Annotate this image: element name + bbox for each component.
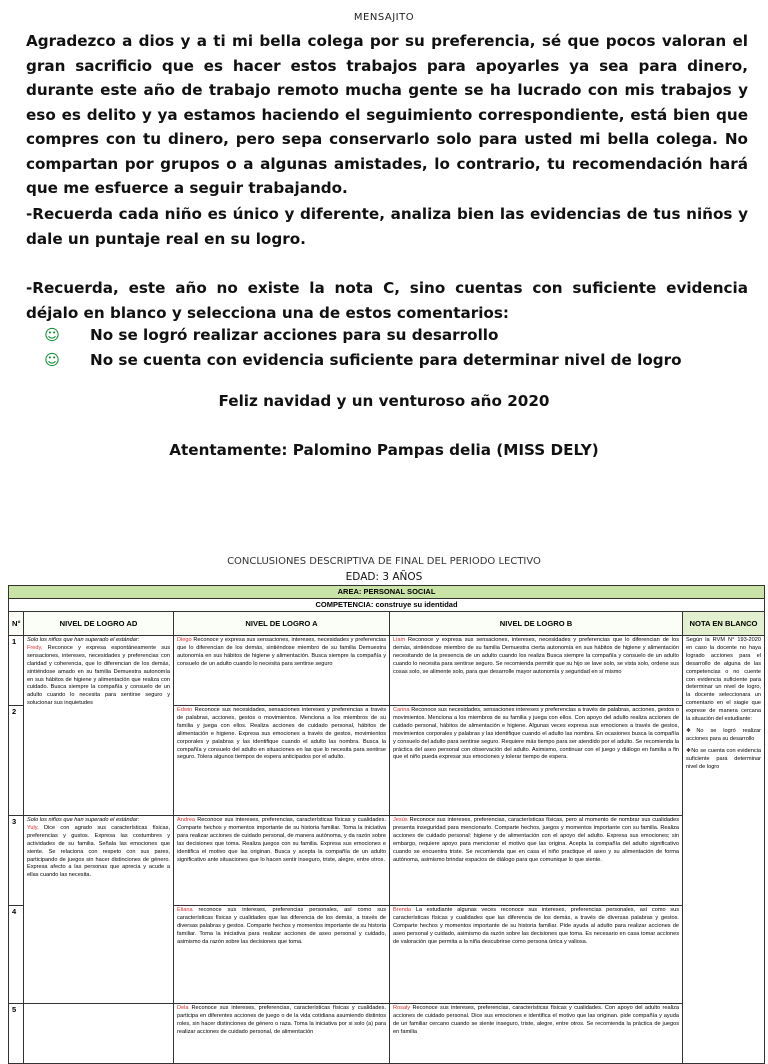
cell-a — [174, 816, 390, 906]
cell-text: Reconoce sus intereses, preferencias, características físicas, pero al momento de nombrar sus cualidades presenta inseguridad para mencionarlo. Comparte hechos, juegos y momentos importante con su familia. Realiza acciones de cuidado personal: higiene y de alimentación con el apoyo del adulto. Expresa sus emociones; sin embargo, requiere apoyo para mencionar el motivo que las origina. Acepta la compañía del adulto significativo cuando se encuentra triste. Se recomienda que en casa el niño practique el aseo y su alimentación de forma autónoma, asimismo brindar espacios de diálogo para que comunique lo que siente. — [393, 817, 679, 863]
cell-ad — [24, 1004, 174, 1064]
cell-a — [174, 1004, 390, 1064]
cell-a — [174, 706, 390, 816]
cell-b — [390, 1004, 683, 1064]
student-name: Jesús — [393, 817, 408, 823]
cell-text: Reconoce y expresa espontáneamente sus sensaciones, intereses, necesidades y preferencias con claridad y coherencia, que lo diferencian de los demás, sintiéndose amado en su familia Demuestra autonomía en sus hábitos de higiene y alimentación que realiza con cuidado. Busca siempre la compañía y consuelo de un adulto cuando lo necesita para sentirse seguro y solucionar sus inquietudes — [27, 644, 170, 707]
signature-line: Atentamente: Palomino Pampas delia (MISS DELY) — [169, 441, 599, 459]
student-name: Dela — [177, 1005, 189, 1011]
document-header: MENSAJITO — [353, 12, 415, 23]
ad-intro: Solo los niños que han superado el estándar: — [27, 817, 140, 823]
cell-a — [174, 636, 390, 706]
cell-text: Reconoce y expresa sus sensaciones, intereses, necesidades y preferencias que lo diferencian de los demás, sintiéndose miembro de su familia Demuestra cierta autonomía en sus hábitos de higiene y alimentación necesitando de la presencia de un adulto cuando los realiza Busca siempre la compañía y consuelo de un adulto cuando lo necesita para sentirse seguro. Se recomienda permitir que su hijo se lave solo, se vista solo, ordene sus cosas solo, se alimente solo, para que desarrolle mayor autonomía y seguridad en sí mismo — [393, 637, 679, 675]
cell-b — [390, 636, 683, 706]
header-a: NIVEL DE LOGRO A — [174, 612, 390, 636]
cell-text: Reconoce sus intereses, preferencias, características físicas y cualidades. participa en diferentes acciones de juego o de la vida cotidiana asumiendo distintos roles, sin hacer distinciones de género o raza. Toma la iniciativa por si solo (a) para realizar acciones de cuidado personal, de alimentación — [177, 1005, 386, 1035]
table-subtitle: EDAD: 3 AÑOS — [345, 571, 423, 583]
row-number: 1 — [9, 636, 24, 706]
row-number: 4 — [9, 906, 24, 1004]
cell-text: reconoce sus intereses, preferencias personales, así como sus características físicas y cualidades que las diferencia de los demás, a través de diversas palabras y gestos. Comparte hechos y momentos importante de su historia familiar. Toma la iniciativa para realizar acciones de aseo personal y cuidado, asimismo da razón sobre las decisiones que toma. — [177, 907, 386, 945]
cell-text: Reconoce sus necesidades, sensaciones intereses y preferencias a través de palabras, acciones, gestos o movimientos. Menciona a los miembros de su familia y juega con ellos. Realiza acciones de cuidado personal, hábitos de alimentación e higiene. Expresa sus emociones a través de gestos, movimientos corporales y palabras y las identifique cuando el adulto las nombra. Busca la compañía y consuelo del adulto en situaciones en las que lo necesita para sentirse seguro. Tolera algunos tiempos de espera anticipados por el adulto. — [177, 707, 386, 761]
cell-text: Reconoce sus intereses, preferencias, características físicas y cualidades. Comparte hechos y momentos importante de su historia familiar. Toma la iniciativa para realizar acciones de cuidado personal, de manera autónoma, y da razón sobre las decisiones que toma. Realiza juegos con su familia. Expresa sus emociones e identifica el motivo que las originan. Busca y acepta la compañía de un adulto significativo ante situaciones que lo hacen sentir inseguro, triste, alegre, entre otros. — [177, 817, 386, 863]
cell-ad — [24, 816, 174, 1004]
table-title: CONCLUSIONES DESCRIPTIVA DE FINAL DEL PERIODO LECTIVO — [227, 556, 541, 567]
cell-text: La estudiante algunas veces reconoce sus intereses, preferencias personales, así como sus características físicas y cualidades que las diferencia de los demás, a través de diversas palabras y gestos. Comparte hechos y momentos importante de su historia familiar. Pide ayuda al adulto para realizar acciones de aseo personal y cuidado, asimismo da razón sobre las decisiones que toma. Es necesario en casa tomar acciones de valoración que permita a la niña descubrirse como persona única y valiosa. — [393, 907, 679, 945]
row-number: 3 — [9, 816, 24, 906]
header-ad: NIVEL DE LOGRO AD — [24, 612, 174, 636]
student-name: Rosaly — [393, 1005, 411, 1011]
student-name: Yuly, — [27, 824, 39, 831]
cell-b — [390, 816, 683, 906]
header-num: N° — [9, 612, 24, 636]
letter-paragraph-2: -Recuerda cada niño es único y diferente, analiza bien las evidencias de tus niños y dale un puntaje real en su logro. — [26, 205, 748, 248]
student-name: Edwin — [177, 707, 193, 713]
letter-paragraph-1: Agradezco a dios y a ti mi bella colega por su preferencia, sé que pocos valoran el gran sacrificio que es hacer estos trabajos para apoyarles ya sea para dinero, durante este año de trabajo remoto mucha gente se ha lucrado con mis trabajos y eso es delito y ya estamos haciendo el seguimiento correspondiente, está bien que compres con tu dinero, pero sepa conservarlo solo para usted mi bella colega. No compartan por grupos o a algunas amistades, lo contrario, tu recomendación hará que me esfuerce a seguir trabajando. — [26, 32, 748, 197]
smiley-icon: ☺ — [44, 326, 60, 344]
header-nota: NOTA EN BLANCO — [683, 612, 765, 636]
area-label: AREA: PERSONAL SOCIAL — [9, 586, 765, 599]
comment-option-2 — [44, 351, 682, 369]
header-b: NIVEL DE LOGRO B — [390, 612, 683, 636]
table-row — [9, 816, 765, 906]
header-row — [9, 612, 765, 636]
cell-text: Reconoce sus necesidades, sensaciones intereses y preferencias a través de palabras, acciones, gestos o movimientos. Menciona a los miembros de su familia y juega con ellos. Con apoyo del adulto realiza acciones de cuidado personal, hábitos de alimentación e higiene. Algunas veces expresa sus emociones a través de gestos, movimientos corporales y palabras y las identifique cuando el adulto las nombra. En ocasiones busca la compañía y consuelo del adulto para sentirse seguro. Requiere más tiempo para ser atendido por el adulto. Se recomienda la práctica del aseo personal con observación del adulto. Asimismo, continuar con el juego y diálogo en familia a fin que el niño pueda expresar sus emociones y tolerar tiempo de espera. — [393, 707, 679, 761]
greeting-line: Feliz navidad y un venturoso año 2020 — [218, 392, 550, 410]
table-row — [9, 636, 765, 706]
student-name: Brenda — [393, 907, 412, 913]
cell-text: Reconoce y expresa sus sensaciones, intereses, necesidades y preferencias que lo diferencian de los demás, sintiéndose miembro de su familia Demuestra autonomía en sus hábitos de higiene y alimentación. Busca siempre la compañía y consuelo de un adulto cuando lo necesita para sentirse seguro — [177, 637, 386, 667]
table-row — [9, 1004, 765, 1064]
area-row — [9, 586, 765, 599]
conclusions-table — [8, 585, 765, 1064]
cell-b — [390, 906, 683, 1004]
smiley-icon: ☺ — [44, 351, 60, 369]
cell-ad — [24, 636, 174, 816]
student-name: Eliana — [177, 907, 193, 913]
student-name: Fredy, — [27, 644, 43, 651]
row-number: 2 — [9, 706, 24, 816]
comment-option-text: No se logró realizar acciones para su desarrollo — [90, 326, 499, 344]
ad-intro: Solo los niños que han superado el estándar: — [27, 637, 140, 643]
nota-bullet-1: ❖No se logró realizar acciones para su desarrollo — [686, 727, 762, 742]
row-number: 5 — [9, 1004, 24, 1064]
comment-option-1 — [44, 326, 498, 344]
cell-a — [174, 906, 390, 1004]
student-name: Diego — [177, 637, 192, 643]
cell-nota — [683, 636, 765, 1064]
letter-paragraph-3: -Recuerda, este año no existe la nota C, sino cuentas con suficiente evidencia déjalo en blanco y selecciona una de estos comentarios: — [26, 279, 748, 322]
nota-bullet-2: ❖No se cuenta con evidencia suficiente para determinar nivel de logro — [686, 747, 762, 770]
student-name: Andrea — [177, 817, 196, 823]
nota-text: Según la RVM N° 193-2020 en caso la docente no haya logrado acciones para el desarrollo de alguna de las competencias o no cuente con evidencia suficiente para determinar un nivel de logro, la docente seleccionara un comentario en el siagie que exprese de manera cercana la situación del estudiante: — [686, 637, 762, 723]
student-name: Liam — [393, 637, 406, 643]
cell-b — [390, 706, 683, 816]
comment-option-text: No se cuenta con evidencia suficiente para determinar nivel de logro — [90, 351, 682, 369]
student-name: Carina — [393, 707, 410, 713]
cell-text: Dice con agrado sus características físicas, preferencias y gustos. Expresa las costumbres y actividades de su familia. Señala las emociones que siente. Se relaciona con respeto con sus pares, participando de juegos sin hacer distinciones de género. Expresa afecto a las personas que aprecia y acude a ellas cuando las necesita. — [27, 824, 170, 879]
cell-text: Reconoce sus intereses, preferencias, características físicas y cualidades. Con apoyo del adulto realiza acciones de cuidado personal. Dice sus emociones e identifica el motivo que las originan. pide compañía y ayuda de un familiar cercano cuando se siente inseguro, triste, alegre, entre otros. Se recomienda la práctica de juegos en familia — [393, 1005, 679, 1035]
competencia-row — [9, 599, 765, 612]
competencia-label: COMPETENCIA: construye su identidad — [9, 599, 765, 612]
